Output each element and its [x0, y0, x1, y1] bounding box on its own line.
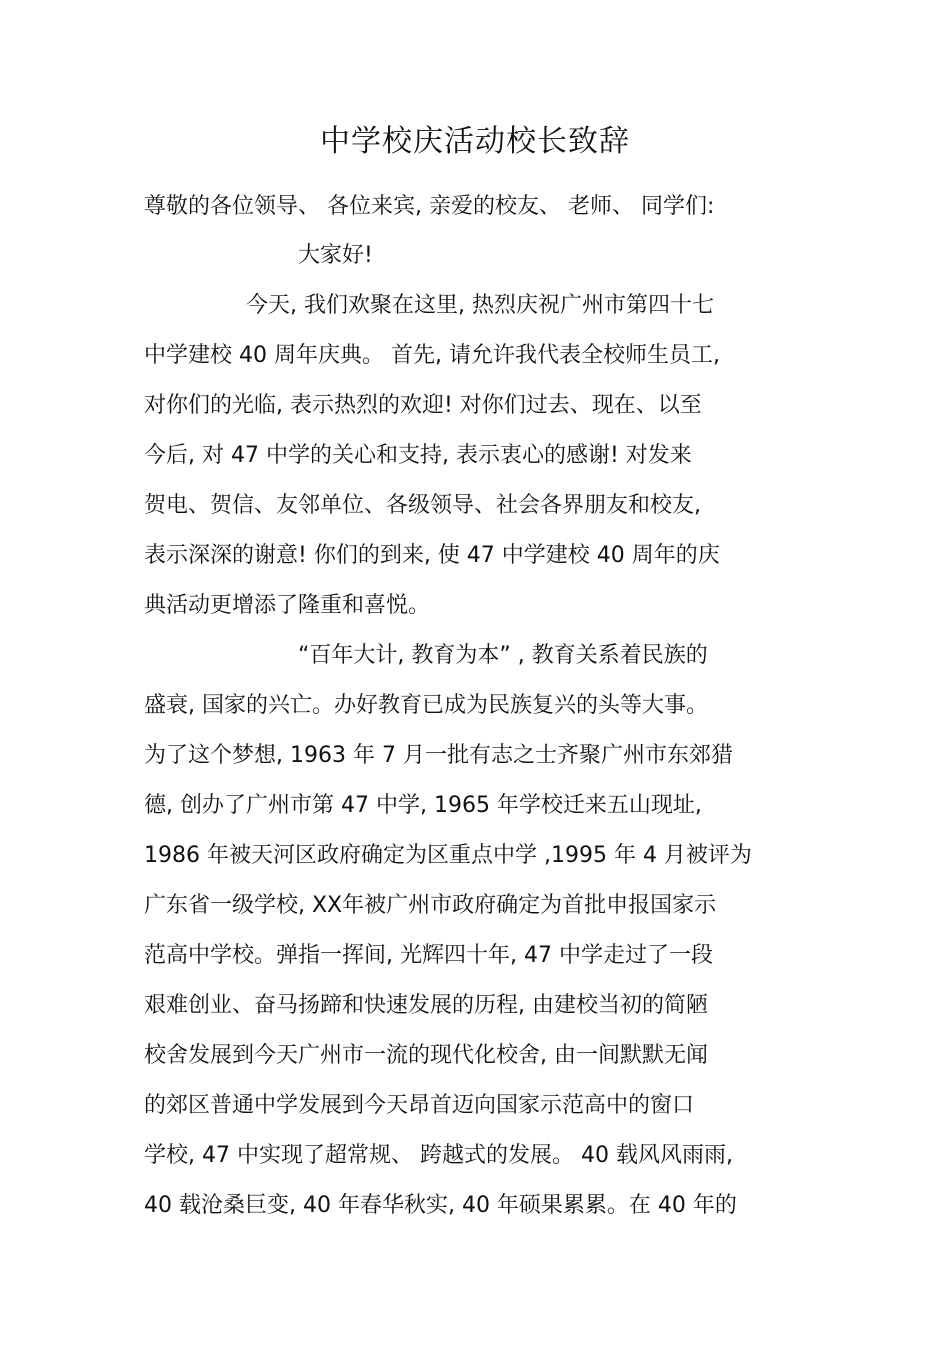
document-title: 中学校庆活动校长致辞	[320, 124, 630, 159]
paragraph-line: 校舍发展到今天广州市一流的现代化校舍, 由一间默默无闻	[144, 1043, 708, 1068]
paragraph-line: 的郊区普通中学发展到今天昂首迈向国家示范高中的窗口	[144, 1093, 695, 1118]
paragraph-line: “百年大计, 教育为本” , 教育关系着民族的	[298, 643, 708, 668]
paragraph-line: 广东省一级学校, XX年被广州市政府确定为首批申报国家示	[144, 893, 717, 918]
paragraph-line: 盛衰, 国家的兴亡。办好教育已成为民族复兴的头等大事。	[144, 693, 708, 718]
paragraph-line: 学校, 47 中实现了超常规、 跨越式的发展。 40 载风风雨雨,	[144, 1143, 733, 1168]
paragraph-line: 表示深深的谢意! 你们的到来, 使 47 中学建校 40 周年的庆	[144, 543, 720, 568]
paragraph-line: 中学建校 40 周年庆典。 首先, 请允许我代表全校师生员工,	[144, 343, 720, 368]
paragraph-line: 为了这个梦想, 1963 年 7 月一批有志之士齐聚广州市东郊猎	[144, 743, 733, 768]
paragraph-line: 艰难创业、奋马扬蹄和快速发展的历程, 由建校当初的简陋	[144, 993, 708, 1018]
paragraph-line: 对你们的光临, 表示热烈的欢迎! 对你们过去、现在、以至	[144, 393, 702, 418]
paragraph-line: 今天, 我们欢聚在这里, 热烈庆祝广州市第四十七	[246, 293, 714, 318]
paragraph-line: 今后, 对 47 中学的关心和支持, 表示衷心的感谢! 对发来	[144, 443, 692, 468]
paragraph-line: 范高中学校。弹指一挥间, 光辉四十年, 47 中学走过了一段	[144, 943, 713, 968]
paragraph-line: 40 载沧桑巨变, 40 年春华秋实, 40 年硕果累累。在 40 年的	[144, 1193, 737, 1218]
paragraph-line: 大家好!	[298, 243, 373, 268]
paragraph-line: 1986 年被天河区政府确定为区重点中学 ,1995 年 4 月被评为	[144, 843, 752, 868]
paragraph-line: 德, 创办了广州市第 47 中学, 1965 年学校迁来五山现址,	[144, 793, 702, 818]
paragraph-line: 尊敬的各位领导、 各位来宾, 亲爱的校友、 老师、 同学们:	[144, 194, 715, 219]
paragraph-line: 贺电、贺信、友邻单位、各级领导、社会各界朋友和校友,	[144, 493, 701, 518]
paragraph-line: 典活动更增添了隆重和喜悦。	[144, 593, 431, 618]
